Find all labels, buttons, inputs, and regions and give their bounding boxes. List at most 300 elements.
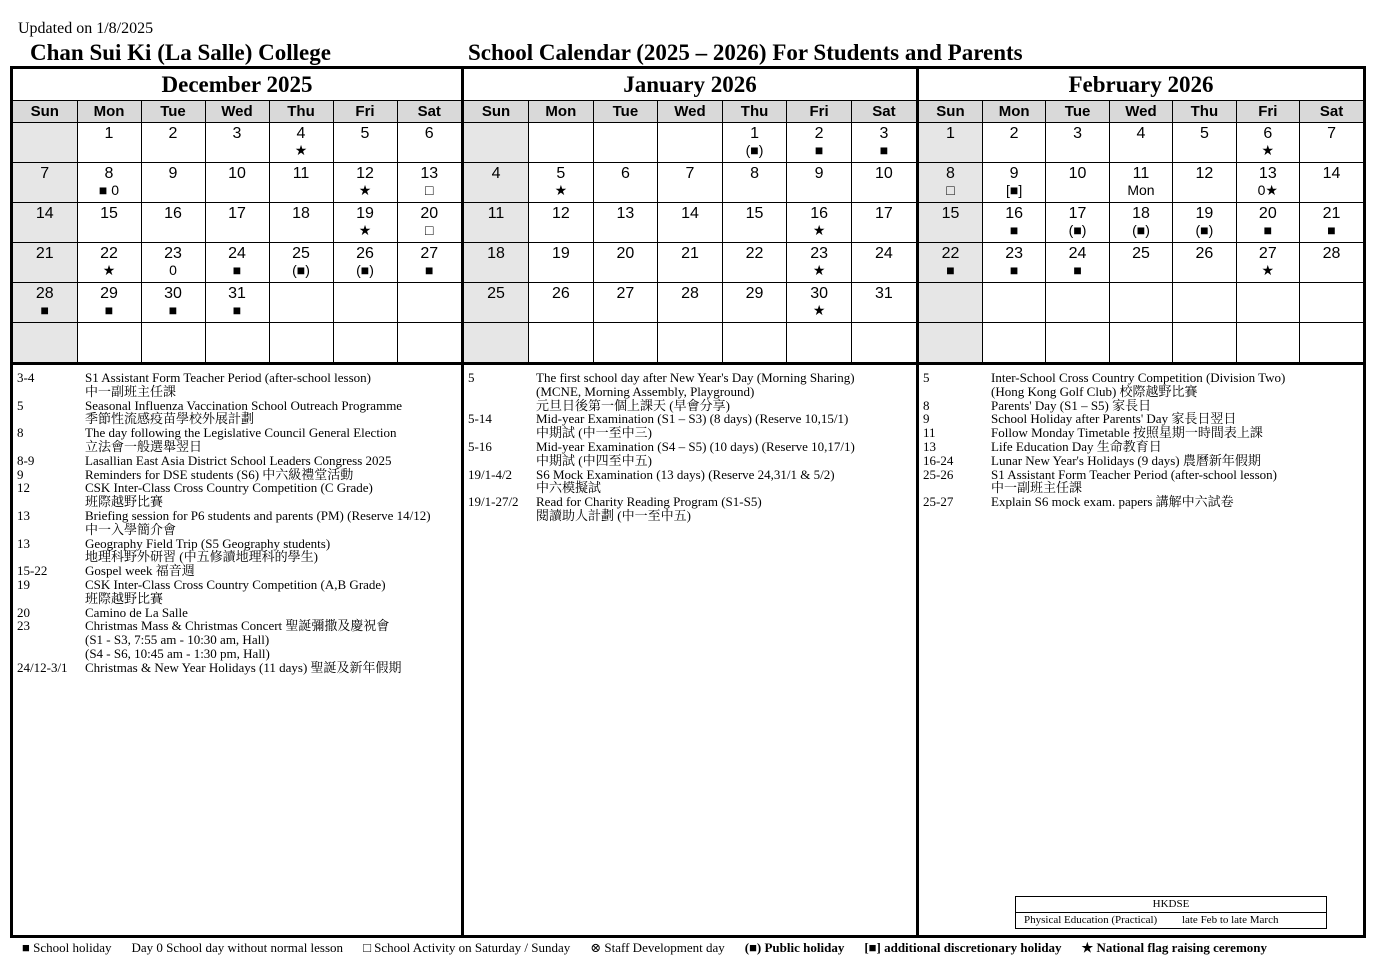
day-cell — [77, 123, 141, 163]
event-item — [17, 399, 457, 427]
day-cell — [13, 123, 77, 163]
event-date: 5-16 — [468, 438, 492, 454]
day-cell — [464, 283, 529, 323]
event-item — [468, 371, 912, 412]
day-cell — [982, 203, 1045, 243]
day-cell — [982, 283, 1045, 323]
month-2 — [916, 69, 1363, 935]
week-row — [13, 163, 461, 203]
event-item — [17, 468, 457, 482]
day-number: 13 — [616, 205, 635, 222]
day-cell — [333, 203, 397, 243]
event-item — [923, 426, 1359, 440]
day-number: 22 — [100, 245, 118, 262]
day-number: 1 — [104, 125, 114, 142]
day-cell — [722, 163, 787, 203]
day-cell — [1300, 163, 1363, 203]
day-number: 13 — [420, 165, 439, 182]
legend — [22, 938, 1372, 958]
day-mark: ■ — [946, 262, 955, 278]
day-number: 5 — [1199, 125, 1209, 142]
calendar-title: School Calendar (2025 – 2026) For Students and Parents — [468, 40, 1023, 65]
day-number: 19 — [551, 245, 570, 262]
day-cell — [1300, 323, 1363, 364]
event-item — [17, 564, 457, 578]
day-mark: ■ — [168, 302, 178, 318]
day-cell — [1236, 123, 1299, 163]
day-cell — [464, 323, 529, 364]
day-number: 23 — [164, 245, 182, 262]
day-mark: (■) — [1068, 222, 1087, 238]
day-cell — [13, 203, 77, 243]
week-row — [464, 163, 916, 203]
event-text: Reminders for DSE students (S6) 中六級禮堂活動 — [85, 466, 354, 482]
event-item — [923, 371, 1359, 399]
calendar-frame — [10, 66, 1366, 938]
day-cell — [1173, 323, 1236, 364]
day-cell — [722, 283, 787, 323]
month-grid — [13, 101, 461, 365]
day-number: 27 — [420, 245, 439, 262]
event-text: Briefing session for P6 students and parents (PM) (Reserve 14/12) 中一入學簡介會 — [85, 507, 431, 537]
day-number: 12 — [356, 165, 374, 182]
day-cell — [1109, 123, 1172, 163]
day-mark: (■) — [1195, 222, 1214, 238]
day-cell — [464, 203, 529, 243]
day-number: 9 — [814, 165, 824, 182]
day-cell — [141, 243, 205, 283]
day-cell — [529, 243, 594, 283]
day-number: 6 — [424, 125, 434, 142]
weekday-header: Fri — [333, 101, 397, 123]
event-item — [923, 412, 1359, 426]
day-number: 26 — [1195, 245, 1214, 262]
weekday-header: Mon — [529, 101, 594, 123]
event-date: 8 — [17, 425, 24, 441]
day-cell — [1300, 123, 1363, 163]
month-title: December 2025 — [13, 69, 461, 101]
day-cell — [658, 323, 723, 364]
day-cell — [269, 203, 333, 243]
day-number: 6 — [620, 165, 630, 182]
day-cell — [1109, 243, 1172, 283]
event-text: Geography Field Trip (S5 Geography students) 地理科野外研習 (中五修讀地理科的學生) — [85, 535, 331, 565]
day-cell — [593, 323, 658, 364]
day-cell — [1173, 283, 1236, 323]
month-title: January 2026 — [464, 69, 916, 101]
day-mark: ★ — [1261, 262, 1275, 278]
day-mark: ★ — [102, 262, 116, 278]
day-cell — [593, 243, 658, 283]
day-number: 28 — [35, 285, 54, 302]
day-cell — [77, 283, 141, 323]
day-number: 17 — [875, 205, 893, 222]
day-cell — [529, 123, 594, 163]
day-number: 5 — [360, 125, 370, 142]
day-cell — [397, 123, 461, 163]
event-text: The first school day after New Year's Day (Morning Sharing) (MCNE, Morning Assembly, Playground) 元旦日後第一個上課天 (早會分享) — [536, 370, 855, 413]
day-number: 9 — [168, 165, 178, 182]
day-number: 16 — [164, 205, 182, 222]
day-number: 22 — [941, 245, 960, 262]
day-cell — [787, 163, 852, 203]
day-number: 20 — [616, 245, 635, 262]
day-number: 27 — [616, 285, 635, 302]
day-cell — [1046, 283, 1109, 323]
event-date: 13 — [17, 507, 30, 523]
day-mark: ■ — [1327, 222, 1336, 238]
day-number: 1 — [750, 125, 759, 142]
event-date: 5-14 — [468, 411, 492, 427]
weekday-header: Wed — [205, 101, 269, 123]
day-number: 10 — [228, 165, 246, 182]
day-mark: (■) — [292, 262, 310, 278]
day-number: 8 — [104, 165, 114, 182]
day-number: 19 — [1195, 205, 1214, 222]
event-text: Mid-year Examination (S4 – S5) (10 days) (Reserve 10,17/1) 中期試 (中四至中五) — [536, 438, 855, 468]
day-cell — [722, 203, 787, 243]
day-cell — [529, 203, 594, 243]
day-number: 12 — [1195, 165, 1214, 182]
day-number: 27 — [1258, 245, 1277, 262]
month-1 — [461, 69, 916, 935]
event-date: 16-24 — [923, 452, 954, 468]
day-cell — [722, 243, 787, 283]
day-cell — [1173, 243, 1236, 283]
day-cell — [269, 163, 333, 203]
day-cell — [919, 123, 982, 163]
month-title: February 2026 — [919, 69, 1363, 101]
day-mark: (■) — [1132, 222, 1150, 238]
day-mark: Mon — [1127, 182, 1155, 198]
event-item — [923, 440, 1359, 454]
day-number: 10 — [875, 165, 893, 182]
event-text: Christmas Mass & Christmas Concert 聖誕彌撒及慶祝會 (S1 - S3, 7:55 am - 10:30 am, Hall) (S4 - S6, 10:45 am - 1:30 pm, Hall) — [85, 618, 390, 661]
event-item — [17, 426, 457, 454]
day-cell — [722, 123, 787, 163]
event-date: 13 — [17, 535, 30, 551]
weekday-header: Fri — [787, 101, 852, 123]
day-number: 3 — [232, 125, 242, 142]
week-row — [919, 323, 1363, 364]
day-cell — [919, 203, 982, 243]
day-number: 25 — [487, 285, 505, 302]
event-text: S1 Assistant Form Teacher Period (after-school lesson) 中一副班主任課 — [991, 466, 1277, 496]
day-cell — [593, 123, 658, 163]
legend-item: [■] additional discretionary holiday — [864, 940, 1062, 955]
day-cell — [919, 323, 982, 364]
event-date: 9 — [17, 466, 24, 482]
day-number: 11 — [1132, 165, 1150, 182]
day-mark: ★ — [358, 182, 372, 198]
event-item — [17, 578, 457, 606]
day-number: 24 — [228, 245, 246, 262]
event-date: 11 — [923, 425, 936, 441]
day-cell — [269, 123, 333, 163]
legend-item: ■ School holiday — [22, 940, 112, 955]
weekday-header: Sat — [851, 101, 916, 123]
day-cell — [787, 283, 852, 323]
day-cell — [333, 243, 397, 283]
day-cell — [13, 283, 77, 323]
day-cell — [141, 163, 205, 203]
day-mark: ■ — [1009, 222, 1019, 238]
day-cell — [851, 283, 916, 323]
hkdse-period: late Feb to late March — [1181, 914, 1279, 926]
day-cell — [529, 163, 594, 203]
week-row — [13, 283, 461, 323]
school-name: Chan Sui Ki (La Salle) College — [30, 40, 331, 65]
hkdse-row — [1016, 913, 1326, 928]
day-cell — [982, 323, 1045, 364]
day-cell — [1109, 283, 1172, 323]
day-cell — [1046, 163, 1109, 203]
day-number: 18 — [292, 205, 310, 222]
event-date: 13 — [923, 438, 936, 454]
weekday-header: Thu — [1173, 101, 1236, 123]
weekday-header: Sun — [919, 101, 982, 123]
day-cell — [141, 323, 205, 364]
day-number: 1 — [946, 125, 955, 142]
weekday-header: Mon — [77, 101, 141, 123]
day-number: 2 — [814, 125, 824, 142]
event-text: S1 Assistant Form Teacher Period (after-school lesson) 中一副班主任課 — [85, 370, 371, 399]
day-cell — [658, 283, 723, 323]
weekday-header: Wed — [658, 101, 723, 123]
event-text: Seasonal Influenza Vaccination School Outreach Programme 季節性流感疫苗學校外展計劃 — [85, 397, 403, 427]
day-cell — [141, 283, 205, 323]
event-date: 20 — [17, 604, 30, 620]
day-number: 9 — [1009, 165, 1019, 182]
weekday-header: Fri — [1236, 101, 1299, 123]
day-mark: ★ — [358, 222, 372, 238]
day-cell — [1236, 283, 1299, 323]
day-number: 6 — [1263, 125, 1273, 142]
event-date: 19 — [17, 576, 30, 592]
day-number: 2 — [168, 125, 178, 142]
day-cell — [397, 243, 461, 283]
day-cell — [1236, 243, 1299, 283]
day-mark: 0 — [169, 262, 177, 278]
event-text: Camino de La Salle — [85, 604, 188, 620]
day-cell — [851, 323, 916, 364]
event-item — [468, 495, 912, 523]
day-number: 30 — [164, 285, 182, 302]
day-number: 12 — [551, 205, 570, 222]
day-number: 25 — [1132, 245, 1150, 262]
day-mark: ★ — [812, 222, 826, 238]
day-cell — [13, 323, 77, 364]
day-number: 10 — [1068, 165, 1087, 182]
day-cell — [658, 163, 723, 203]
day-cell — [141, 123, 205, 163]
day-cell — [1173, 163, 1236, 203]
week-row — [919, 123, 1363, 163]
weekday-header: Sun — [13, 101, 77, 123]
day-cell — [658, 203, 723, 243]
weekday-header: Mon — [982, 101, 1045, 123]
day-number: 24 — [875, 245, 893, 262]
event-date: 5 — [468, 370, 475, 385]
day-number: 28 — [1322, 245, 1341, 262]
day-number: 4 — [491, 165, 501, 182]
day-number: 23 — [1005, 245, 1024, 262]
day-cell — [333, 123, 397, 163]
day-number: 21 — [681, 245, 699, 262]
day-number: 14 — [35, 205, 54, 222]
day-number: 26 — [551, 285, 570, 302]
event-item — [468, 440, 912, 468]
weekday-header: Sat — [397, 101, 461, 123]
weekday-header: Thu — [722, 101, 787, 123]
day-number: 28 — [681, 285, 699, 302]
day-cell — [658, 123, 723, 163]
day-mark: □ — [425, 182, 434, 198]
day-number: 17 — [1068, 205, 1087, 222]
day-cell — [397, 283, 461, 323]
week-row — [464, 283, 916, 323]
day-cell — [1109, 163, 1172, 203]
day-cell — [1109, 323, 1172, 364]
day-mark: ■ — [1073, 262, 1082, 278]
day-cell — [77, 203, 141, 243]
event-date: 23 — [17, 618, 30, 634]
day-number: 4 — [1136, 125, 1146, 142]
day-mark: ■ — [1263, 222, 1273, 238]
day-cell — [13, 163, 77, 203]
event-item — [923, 495, 1359, 509]
day-number: 18 — [487, 245, 505, 262]
day-cell — [205, 283, 269, 323]
event-text: Lasallian East Asia District School Leaders Congress 2025 — [85, 452, 392, 468]
day-cell — [982, 163, 1045, 203]
day-cell — [1046, 243, 1109, 283]
event-date: 24/12-3/1 — [17, 659, 68, 675]
day-number: 3 — [1073, 125, 1082, 142]
event-date: 9 — [923, 411, 930, 427]
day-cell — [1046, 123, 1109, 163]
hkdse-title: HKDSE — [1016, 897, 1326, 913]
event-text: Lunar New Year's Holidays (9 days) 農曆新年假期 — [991, 452, 1261, 468]
day-cell — [787, 323, 852, 364]
day-mark: (■) — [356, 262, 374, 278]
day-number: 21 — [35, 245, 54, 262]
hkdse-box — [1015, 896, 1327, 929]
day-mark: 0★ — [1257, 182, 1278, 198]
event-text: Gospel week 福音週 — [85, 563, 195, 579]
event-item — [17, 606, 457, 620]
day-number: 13 — [1258, 165, 1277, 182]
day-cell — [593, 283, 658, 323]
day-mark: □ — [425, 222, 434, 238]
day-cell — [658, 243, 723, 283]
day-number: 24 — [1068, 245, 1087, 262]
updated-date: Updated on 1/8/2025 — [18, 20, 154, 37]
day-mark: ★ — [1261, 142, 1275, 158]
day-cell — [397, 323, 461, 364]
day-cell — [333, 283, 397, 323]
event-item — [17, 481, 457, 509]
event-text: CSK Inter-Class Cross Country Competition (C Grade) 班際越野比賽 — [85, 480, 373, 510]
day-cell — [1173, 123, 1236, 163]
event-text: Life Education Day 生命教育日 — [991, 438, 1162, 454]
event-text: Read for Charity Reading Program (S1-S5) 閱讀助人計劃 (中一至中五) — [536, 494, 762, 523]
day-number: 8 — [946, 165, 955, 182]
day-mark: (■) — [745, 142, 764, 158]
day-mark: ★ — [812, 302, 826, 318]
day-cell — [982, 243, 1045, 283]
day-mark: ■ — [40, 302, 49, 318]
event-item — [468, 412, 912, 440]
day-cell — [205, 163, 269, 203]
day-cell — [851, 163, 916, 203]
weekday-header: Tue — [1046, 101, 1109, 123]
day-mark: ■ — [232, 302, 242, 318]
day-number: 31 — [875, 285, 893, 302]
event-date: 25-26 — [923, 466, 954, 482]
day-cell — [851, 123, 916, 163]
event-text: CSK Inter-Class Cross Country Competition (A,B Grade) 班際越野比賽 — [85, 576, 386, 606]
event-date: 19/1-4/2 — [468, 466, 513, 482]
day-cell — [919, 283, 982, 323]
day-number: 4 — [296, 125, 306, 142]
day-number: 16 — [1005, 205, 1024, 222]
event-date: 5 — [17, 397, 24, 413]
event-text: Explain S6 mock exam. papers 講解中六試卷 — [991, 494, 1234, 510]
month-0 — [13, 69, 461, 935]
day-cell — [919, 243, 982, 283]
event-list — [17, 371, 457, 675]
day-cell — [529, 283, 594, 323]
event-date: 3-4 — [17, 370, 35, 385]
weekday-header: Wed — [1109, 101, 1172, 123]
day-mark: ■ 0 — [98, 182, 120, 198]
day-cell — [787, 243, 852, 283]
legend-item: Day 0 School day without normal lesson — [131, 940, 344, 955]
event-item — [17, 619, 457, 660]
legend-item: (■) Public holiday — [744, 940, 845, 955]
event-text: Mid-year Examination (S1 – S3) (8 days) (Reserve 10,15/1) 中期試 (中一至中三) — [536, 411, 849, 441]
day-number: 31 — [228, 285, 246, 302]
day-cell — [1300, 243, 1363, 283]
event-item — [923, 454, 1359, 468]
day-cell — [205, 123, 269, 163]
week-row — [464, 243, 916, 283]
day-number: 23 — [810, 245, 828, 262]
day-cell — [397, 163, 461, 203]
day-number: 20 — [1258, 205, 1277, 222]
day-mark: [■] — [1006, 182, 1023, 198]
week-row — [919, 283, 1363, 323]
hkdse-subject: Physical Education (Practical) — [1024, 914, 1158, 926]
event-text: Parents' Day (S1 – S5) 家長日 — [991, 397, 1152, 413]
day-mark: □ — [946, 182, 955, 198]
day-cell — [851, 243, 916, 283]
day-number: 20 — [420, 205, 439, 222]
event-date: 5 — [923, 370, 930, 385]
event-text: The day following the Legislative Council General Election 立法會一般選舉翌日 — [85, 425, 397, 454]
month-grid — [464, 101, 916, 365]
day-cell — [464, 123, 529, 163]
event-item — [17, 537, 457, 565]
event-date: 12 — [17, 480, 30, 496]
event-date: 19/1-27/2 — [468, 494, 519, 510]
day-cell — [141, 203, 205, 243]
day-cell — [205, 203, 269, 243]
event-item — [17, 454, 457, 468]
day-cell — [1236, 163, 1299, 203]
event-item — [17, 661, 457, 675]
